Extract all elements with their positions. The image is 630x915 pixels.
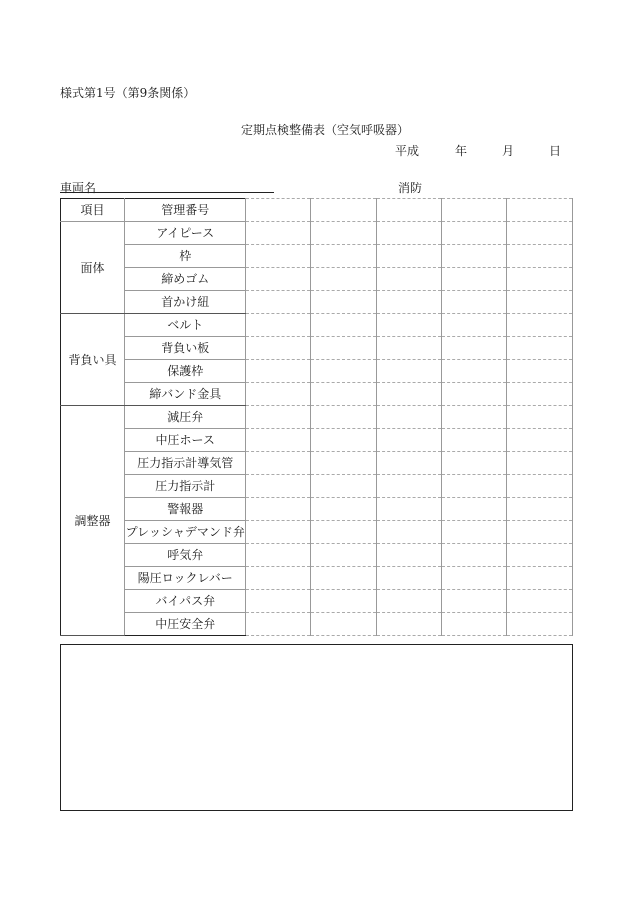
- table-row: [61, 222, 573, 245]
- check-cell[interactable]: [441, 613, 506, 636]
- check-cell[interactable]: [311, 475, 376, 498]
- check-cell[interactable]: [376, 590, 441, 613]
- item-label: 圧力指示計導気管: [125, 452, 246, 475]
- check-cell[interactable]: [506, 590, 572, 613]
- check-cell[interactable]: [311, 383, 376, 406]
- check-cell[interactable]: [506, 383, 572, 406]
- table-row: [61, 613, 573, 636]
- check-cell[interactable]: [376, 498, 441, 521]
- table-row: [61, 291, 573, 314]
- check-cell[interactable]: [376, 475, 441, 498]
- check-cell[interactable]: [246, 268, 311, 291]
- check-cell[interactable]: [376, 245, 441, 268]
- check-cell[interactable]: [311, 521, 376, 544]
- item-label: ベルト: [125, 314, 246, 337]
- check-cell[interactable]: [506, 291, 572, 314]
- table-row: [61, 544, 573, 567]
- check-cell[interactable]: [311, 406, 376, 429]
- table-row: [61, 498, 573, 521]
- vehicle-name-field[interactable]: [60, 192, 274, 193]
- check-cell[interactable]: [376, 452, 441, 475]
- remarks-box[interactable]: [60, 644, 573, 811]
- table-row: [61, 452, 573, 475]
- table-row: [61, 475, 573, 498]
- check-cell[interactable]: [246, 383, 311, 406]
- check-cell[interactable]: [441, 452, 506, 475]
- check-cell[interactable]: [441, 475, 506, 498]
- check-cell[interactable]: [246, 314, 311, 337]
- item-label: 首かけ紐: [125, 291, 246, 314]
- check-cell[interactable]: [311, 613, 376, 636]
- check-cell[interactable]: [506, 475, 572, 498]
- table-row: [61, 268, 573, 291]
- check-cell[interactable]: [506, 498, 572, 521]
- table-row: [61, 429, 573, 452]
- item-label: 中圧安全弁: [125, 613, 246, 636]
- check-cell[interactable]: [506, 429, 572, 452]
- check-cell[interactable]: [441, 291, 506, 314]
- inspection-table: [60, 198, 573, 636]
- check-cell[interactable]: [506, 406, 572, 429]
- date-year-label: 年: [455, 144, 468, 158]
- item-label: アイピース: [125, 222, 246, 245]
- check-cell[interactable]: [311, 245, 376, 268]
- item-label: 減圧弁: [125, 406, 246, 429]
- item-label: 保護枠: [125, 360, 246, 383]
- check-cell[interactable]: [246, 544, 311, 567]
- check-cell[interactable]: [311, 429, 376, 452]
- form-title: 定期点検整備表（空気呼吸器）: [241, 123, 410, 137]
- check-cell[interactable]: [246, 245, 311, 268]
- table-row: [61, 383, 573, 406]
- check-cell[interactable]: [441, 498, 506, 521]
- id-cell[interactable]: [311, 199, 376, 222]
- table-row: [61, 567, 573, 590]
- date-era: 平成: [395, 144, 420, 158]
- table-row: [61, 314, 573, 337]
- check-cell[interactable]: [376, 429, 441, 452]
- check-cell[interactable]: [506, 337, 572, 360]
- check-cell[interactable]: [246, 406, 311, 429]
- check-cell[interactable]: [506, 544, 572, 567]
- check-cell[interactable]: [441, 590, 506, 613]
- id-cell[interactable]: [376, 199, 441, 222]
- check-cell[interactable]: [441, 314, 506, 337]
- check-cell[interactable]: [506, 452, 572, 475]
- check-cell[interactable]: [376, 613, 441, 636]
- item-label: バイパス弁: [125, 590, 246, 613]
- vehicle-name-label: 車両名: [60, 181, 97, 195]
- check-cell[interactable]: [246, 429, 311, 452]
- category-label: 背負い具: [61, 314, 125, 406]
- category-label: 調整器: [61, 406, 125, 636]
- item-label: 陽圧ロックレバー: [125, 567, 246, 590]
- table-row: [61, 521, 573, 544]
- item-label: 警報器: [125, 498, 246, 521]
- category-label: 面体: [61, 222, 125, 314]
- check-cell[interactable]: [376, 521, 441, 544]
- check-cell[interactable]: [441, 544, 506, 567]
- check-cell[interactable]: [311, 268, 376, 291]
- check-cell[interactable]: [246, 613, 311, 636]
- check-cell[interactable]: [506, 567, 572, 590]
- fire-department-label: 消防: [398, 181, 423, 195]
- check-cell[interactable]: [311, 337, 376, 360]
- id-cell[interactable]: [441, 199, 506, 222]
- check-cell[interactable]: [246, 475, 311, 498]
- check-cell[interactable]: [246, 222, 311, 245]
- table-row: [61, 590, 573, 613]
- check-cell[interactable]: [376, 337, 441, 360]
- check-cell[interactable]: [441, 245, 506, 268]
- check-cell[interactable]: [311, 544, 376, 567]
- item-label: プレッシャデマンド弁: [125, 521, 246, 544]
- table-row: [61, 406, 573, 429]
- check-cell[interactable]: [441, 567, 506, 590]
- check-cell[interactable]: [506, 613, 572, 636]
- item-label: 中圧ホース: [125, 429, 246, 452]
- item-label: 締バンド金具: [125, 383, 246, 406]
- check-cell[interactable]: [506, 245, 572, 268]
- check-cell[interactable]: [506, 521, 572, 544]
- check-cell[interactable]: [376, 567, 441, 590]
- check-cell[interactable]: [246, 452, 311, 475]
- check-cell[interactable]: [246, 360, 311, 383]
- check-cell[interactable]: [311, 452, 376, 475]
- table-row: [61, 337, 573, 360]
- check-cell[interactable]: [506, 222, 572, 245]
- check-cell[interactable]: [376, 383, 441, 406]
- check-cell[interactable]: [376, 291, 441, 314]
- check-cell[interactable]: [246, 498, 311, 521]
- check-cell[interactable]: [311, 360, 376, 383]
- check-cell[interactable]: [311, 498, 376, 521]
- check-cell[interactable]: [376, 406, 441, 429]
- check-cell[interactable]: [376, 222, 441, 245]
- header-management-number: 管理番号: [125, 199, 246, 222]
- check-cell[interactable]: [246, 291, 311, 314]
- check-cell[interactable]: [441, 337, 506, 360]
- check-cell[interactable]: [311, 222, 376, 245]
- item-label: 呼気弁: [125, 544, 246, 567]
- check-cell[interactable]: [376, 360, 441, 383]
- date-day-label: 日: [549, 144, 562, 158]
- check-cell[interactable]: [506, 360, 572, 383]
- form-number: 様式第1号（第9条関係）: [60, 86, 196, 100]
- check-cell[interactable]: [376, 314, 441, 337]
- id-cell[interactable]: [506, 199, 572, 222]
- check-cell[interactable]: [376, 544, 441, 567]
- item-label: 圧力指示計: [125, 475, 246, 498]
- item-label: 背負い板: [125, 337, 246, 360]
- check-cell[interactable]: [246, 567, 311, 590]
- check-cell[interactable]: [311, 590, 376, 613]
- check-cell[interactable]: [441, 383, 506, 406]
- id-cell[interactable]: [246, 199, 311, 222]
- item-label: 枠: [125, 245, 246, 268]
- check-cell[interactable]: [246, 521, 311, 544]
- check-cell[interactable]: [441, 406, 506, 429]
- check-cell[interactable]: [311, 567, 376, 590]
- item-label: 締めゴム: [125, 268, 246, 291]
- check-cell[interactable]: [311, 314, 376, 337]
- check-cell[interactable]: [311, 291, 376, 314]
- table-header-row: [61, 199, 573, 222]
- check-cell[interactable]: [441, 222, 506, 245]
- check-cell[interactable]: [441, 360, 506, 383]
- check-cell[interactable]: [506, 268, 572, 291]
- check-cell[interactable]: [246, 337, 311, 360]
- check-cell[interactable]: [506, 314, 572, 337]
- check-cell[interactable]: [376, 268, 441, 291]
- check-cell[interactable]: [441, 268, 506, 291]
- table-row: [61, 245, 573, 268]
- header-item: 項目: [61, 199, 125, 222]
- table-row: [61, 360, 573, 383]
- check-cell[interactable]: [441, 429, 506, 452]
- check-cell[interactable]: [441, 521, 506, 544]
- date-month-label: 月: [502, 144, 515, 158]
- check-cell[interactable]: [246, 590, 311, 613]
